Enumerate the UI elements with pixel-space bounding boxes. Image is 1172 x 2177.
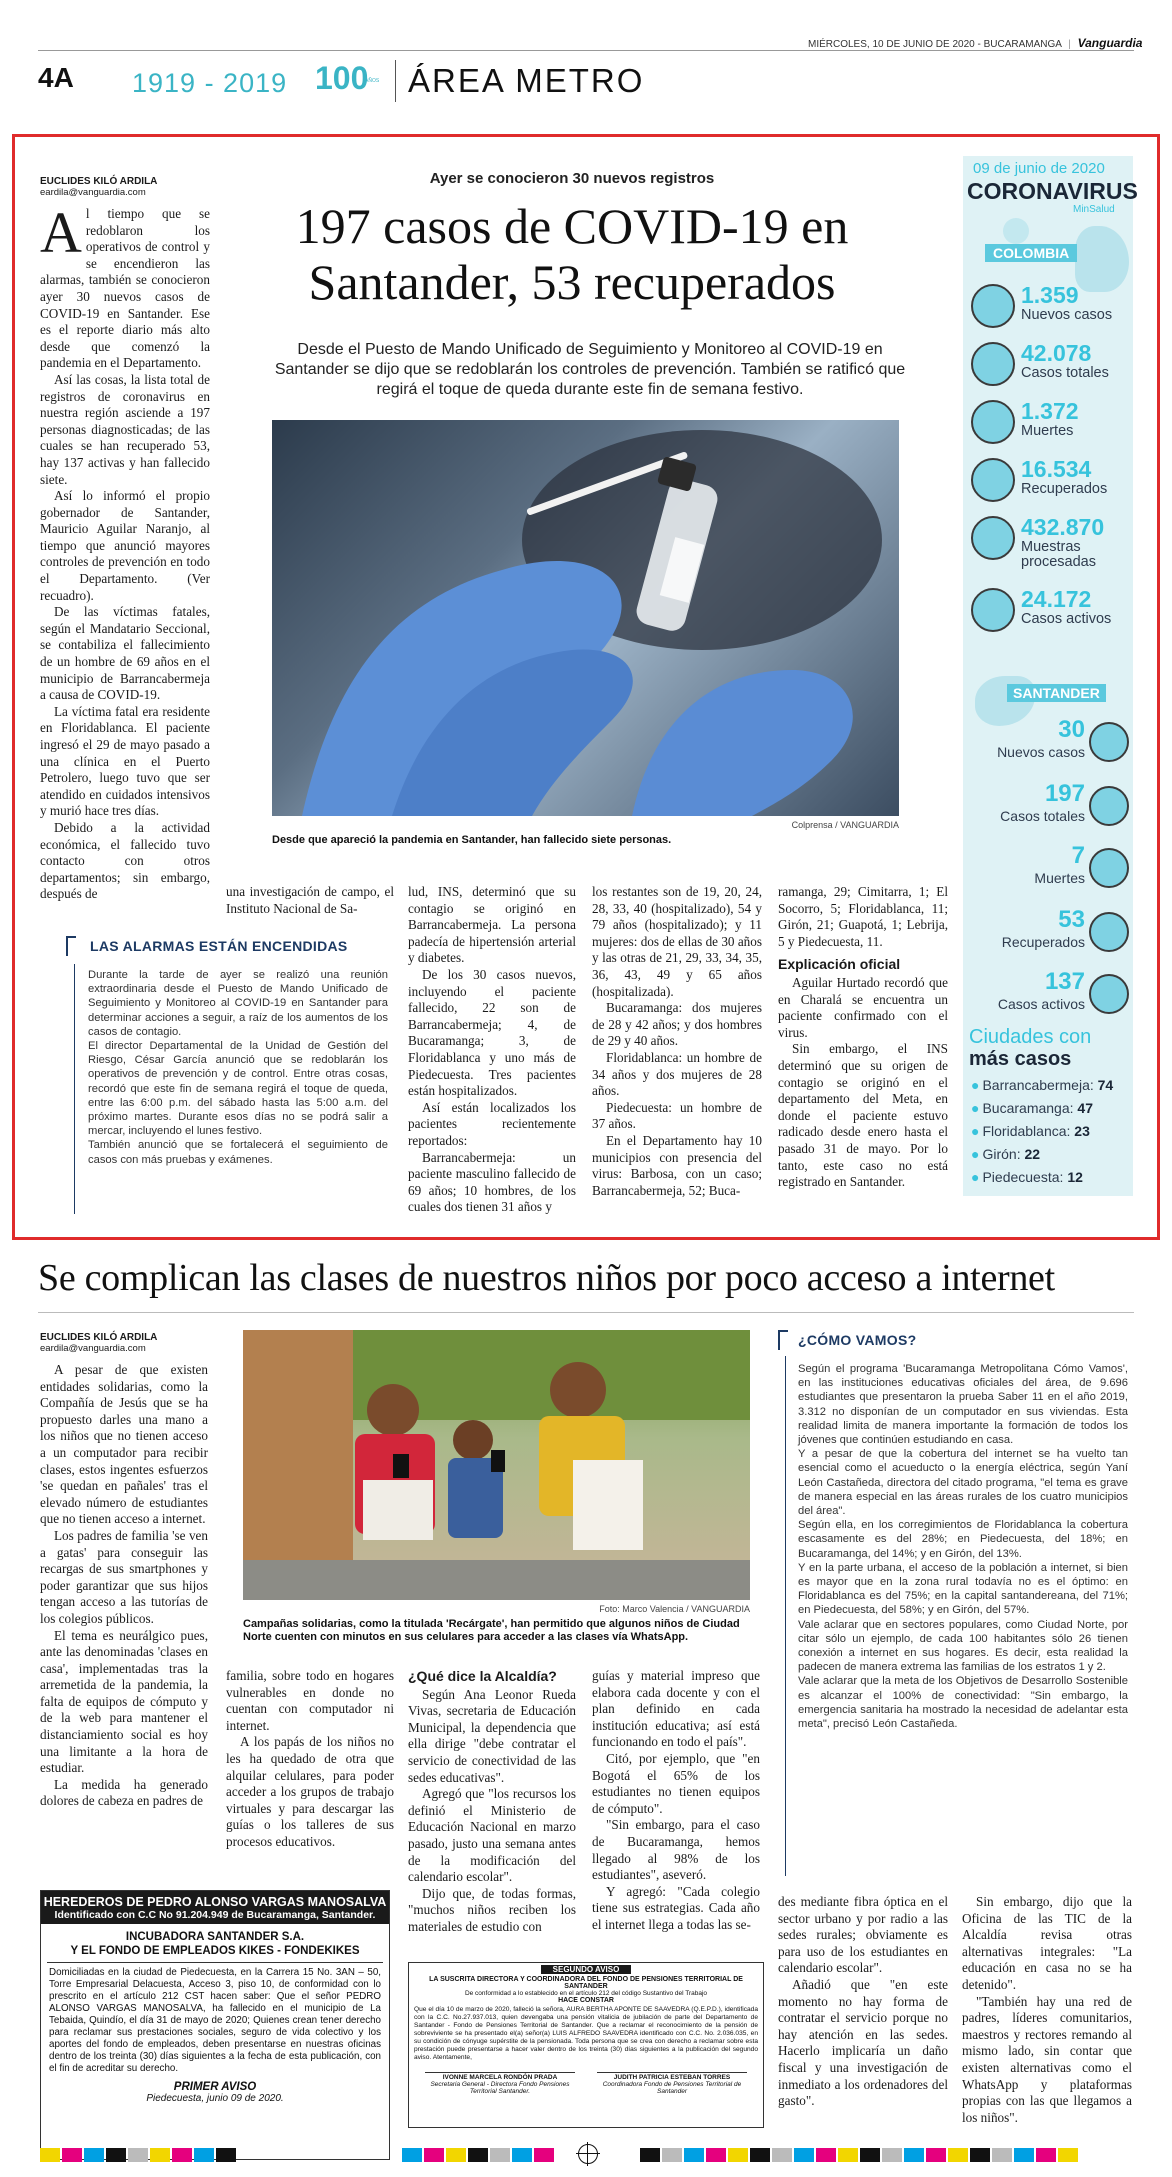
paragraph: "Sin embargo, para el caso de Bucaramanga, hemos llegado al 98% de los estudiantes", aseveró. — [592, 1817, 760, 1883]
notice-subtitle: Identificado con C.C No 91.204.949 de Bucaramanga, Santander. — [54, 1909, 376, 1921]
colombia-badge: COLOMBIA — [985, 244, 1077, 262]
article2-column-4 — [592, 1668, 760, 1934]
main-photo — [272, 420, 899, 816]
stat-colombia-deaths — [971, 396, 1131, 452]
notice2-line-3: HACE CONSTAR — [558, 1997, 614, 2004]
byline — [40, 176, 157, 198]
notice2-title: SEGUNDO AVISO — [541, 1965, 631, 1974]
city-name: Girón: — [982, 1146, 1021, 1162]
infographic-date: 09 de junio de 2020 — [973, 160, 1105, 177]
city-value: 74 — [1097, 1077, 1114, 1093]
header-rule — [38, 50, 1134, 51]
infographic-title: CORONAVIRUS — [967, 178, 1138, 204]
alarms-box-title: LAS ALARMAS ESTÁN ENCENDIDAS — [90, 938, 348, 954]
article2-column-6 — [962, 1894, 1132, 2126]
article2-column-1 — [40, 1362, 208, 1810]
bullet-icon: ● — [971, 1123, 980, 1139]
article2-headline-rule — [38, 1312, 1134, 1313]
alarms-box-text — [88, 968, 388, 1167]
signature-role: Coordinadora Fondo de Pensiones Territorial de Santander — [602, 2081, 742, 2095]
byline-email: eardila@vanguardia.com — [40, 187, 146, 198]
stat-number: 197 — [1044, 780, 1085, 807]
box-paragraph: El director Departamental de la Unidad de Gestión del Riesgo, César García anunció que se redoblarán los operativos de prevención y de control. Entre otras cosas, recordó que este fin de semana regirá el toque de queda, entre las 6:00 p.m. del sábado hasta las 5:00 a.m. del próximo martes. Durante esos días no se podrá salir a mercar, incluyendo el lunes festivo. — [88, 1040, 388, 1138]
city-name: Piedecuesta: — [982, 1169, 1064, 1185]
article2-column-5 — [778, 1894, 948, 2110]
paragraph: En el Departamento hay 10 municipios con presencia del virus: Barbosa, con un caso; Barrancabermeja, 52; Buca- — [592, 1132, 762, 1198]
paragraph: Floridablanca: un hombre de 34 años y dos mujeres de 28 años. — [592, 1049, 762, 1099]
paragraph: El tema es neurálgico pues, ante las denominadas 'clases en casa', implementadas tras la arremetida de la pandemia, la falta de equipos de cómputo y de la web para mantener el distanciamiento social es hoy una limitante a la hora de estudiar. — [40, 1627, 208, 1776]
paragraph: los restantes son de 19, 20, 24, 28, 33, 40 (hospitalizado), 54 y 79 años (hospitalizado); y 11 mujeres: dos de ellas de 30 años y las otras de 21, 29, 33, 34, 35, 36, 43, 49 y 65 años (hospitalizada). — [592, 884, 762, 999]
headline-line-2: Santander, 53 recuperados — [308, 254, 836, 310]
stat-label: Nuevos casos — [997, 744, 1085, 760]
color-registration-bar-left — [40, 2148, 238, 2167]
paragraph: Según Ana Leonor Rueda Vivas, secretaria de Educación Municipal, la dependencia que ella dirige "debe contratar el servicio de conectividad de las sedes educativas". — [408, 1686, 576, 1785]
article-column-1 — [40, 200, 210, 903]
header-divider — [395, 60, 396, 102]
city-value: 22 — [1024, 1146, 1041, 1162]
signature-role: Secretaria General - Directora Fondo Pensiones Territorial Santander. — [430, 2081, 570, 2095]
stat-colombia-total-cases — [971, 338, 1131, 394]
paragraph: A pesar de que existen entidades solidarias, como la Compañía de Jesús que se ha propuesto darles una mano a los niños que no tienen acceso a un computador para recibir clases, estos ingentes esfuerzos 'se quedan en pañales' tras el elevado número de estudiantes que no tienen acceso a internet. — [40, 1362, 208, 1527]
paragraph: Barrancabermeja: un paciente masculino fallecido de 69 años; 10 hombres, de los cuales dos tienen 31 años y — [408, 1149, 576, 1215]
feet-tag-icon — [1089, 848, 1129, 888]
stat-label: Recuperados — [1021, 481, 1108, 497]
anniversary-logo — [315, 60, 380, 98]
paragraph: Dijo que, de todas formas, "muchos niños reciben los materiales de estudio con — [408, 1885, 576, 1934]
signature-name: IVONNE MARCELA RONDÓN PRADA — [425, 2072, 575, 2081]
stat-number: 137 — [1044, 968, 1085, 995]
person-icon — [971, 284, 1015, 328]
subhead: ¿Qué dice la Alcaldía? — [408, 1668, 557, 1684]
feet-tag-icon — [971, 400, 1015, 444]
stat-number: 16.534 — [1021, 456, 1092, 482]
como-vamos-bracket — [778, 1330, 788, 1350]
paragraph: Agregó que "los recursos los definió el Ministerio de Educación Nacional en marzo pasado, justo una semana antes de la modificación del calendario escolar". — [408, 1786, 576, 1885]
registration-mark-icon — [578, 2144, 598, 2164]
paragraph: una investigación de campo, el Instituto Nacional de Sa- — [226, 884, 394, 916]
signature-name: JUDITH PATRICIA ESTEBAN TORRES — [597, 2072, 747, 2081]
anniversary-number: 100 — [315, 60, 369, 96]
stat-label: Muertes — [1034, 870, 1085, 886]
stat-number: 432.870 — [1021, 514, 1105, 540]
notice-body: Domiciliadas en la ciudad de Piedecuesta, en la Carrera 15 No. 3AN – 50, Torre Empresarial Delacuesta, Acceso 3, piso 10, de conformidad con lo prescrito en el artículo 212 CST hacen saber: Que el señor PEDRO ALONSO VARGAS MANOSALVA, ha fallecido en el municipio de La Tebaida, Quindío, el día 31 de mayo de 2020; Quienes crean tener derecho para reclamar sus prestaciones sociales, seguro de vida colectivo y los aportes del fondo de empleados, deben presentarse en nuestras oficinas dentro de los treinta (30) días siguientes a la fecha de esta publicación, con el fin de acreditar su derecho. — [49, 1967, 381, 2074]
virus-sample-icon — [971, 516, 1015, 560]
byline-email: eardila@vanguardia.com — [40, 1343, 146, 1354]
box-paragraph: También anunció que se fortalecerá el seguimiento de casos con más pruebas y exámenes. — [88, 1139, 388, 1166]
date-text: MIÉRCOLES, 10 DE JUNIO DE 2020 - BUCARAMANGA — [808, 39, 1062, 50]
paragraph: Aguilar Hurtado recordó que en Charalá se encuentra un paciente confirmado con el virus. — [778, 974, 948, 1040]
dek: Desde el Puesto de Mando Unificado de Seguimiento y Monitoreo al COVID-19 en Santander se dijo que se redoblarán los controles de prevención. También se ratificó que regirá el toque de queda durante este fin de semana festivo. — [274, 341, 906, 398]
city-name: Bucaramanga: — [982, 1100, 1074, 1116]
box-paragraph: Según el programa 'Bucaramanga Metropolitana Cómo Vamos', en las instituciones educativas oficiales del área, de 9.696 estudiantes que presentaron la prueba Saber 11 en el año 2019, 3.312 no disponían de un computador en sus viviendas. Esta realidad limita de manera importante la formación de todos los jóvenes que continúen estudiando en casa. — [798, 1363, 1128, 1447]
box-paragraph: Y a pesar de que la cobertura del internet se ha vuelto tan esencial como el acueducto o la energía eléctrica, según Yaní León Castañeda, directora del citado programa, "el tema es grave de manera especial en las áreas rurales de los cuatro municipios del área". — [798, 1448, 1128, 1518]
article2-column-2 — [226, 1668, 394, 1851]
paragraph: De los 30 casos nuevos, incluyendo el paciente fallecido, 22 son de Barrancabermeja; 4, de Bucaramanga; 3, de Floridablanca y uno más de Piedecuesta. Tres pacientes están hospitalizados. — [408, 966, 576, 1099]
stat-number: 24.172 — [1021, 586, 1092, 612]
color-registration-bar-center — [402, 2148, 556, 2167]
paragraph: Bucaramanga: dos mujeres de 28 y 42 años; y dos hombres de 29 y 40 años. — [592, 1000, 762, 1049]
como-vamos-rule — [785, 1356, 786, 1876]
article2-column-3 — [408, 1668, 576, 1936]
stat-label: Nuevos casos — [1021, 307, 1113, 323]
gloved-hands-swab-illustration — [272, 420, 899, 816]
city-item — [971, 1143, 1113, 1166]
city-item — [971, 1120, 1113, 1143]
article-column-5 — [778, 884, 948, 1191]
paragraph: Los padres de familia 'se ven a gatas' para conseguir las recargas de sus smartphones y poder garantizar que sus hijos tengan acceso a las tutorías de los colegios públicos. — [40, 1527, 208, 1626]
date-line: MIÉRCOLES, 10 DE JUNIO DE 2020 - BUCARAMANGA | Vanguardia — [808, 36, 1143, 50]
paragraph: des mediante fibra óptica en el sector urbano y por radio a las sedes rurales; obviamente es para uso de los estudiantes en calendario escolar". — [778, 1894, 948, 1976]
cities-title-line-2: más casos — [969, 1048, 1072, 1070]
sick-person-icon — [971, 342, 1015, 386]
box-paragraph: Y en la parte urbana, el acceso de la población a internet, si bien es mayor que en la zona rural todavía no es el óptimo: en Floridablanca es del 75%; en la capital santandereana, del 71%; en Piedecuesta, del 58%; y en Girón, del 57%. — [798, 1561, 1128, 1617]
city-value: 47 — [1077, 1100, 1093, 1116]
article-column-2 — [226, 884, 394, 917]
page-number: 4A — [38, 62, 74, 93]
notice-org — [41, 1930, 389, 1958]
notice-title: HEREDEROS DE PEDRO ALONSO VARGAS MANOSALVA — [43, 1895, 387, 1909]
stat-number: 1.359 — [1021, 282, 1079, 308]
dropcap: A — [40, 200, 82, 265]
notice-footer-2: Piedecuesta, junio 09 de 2020. — [146, 2093, 284, 2104]
paragraph: Así lo informó el propio gobernador de Santander, Mauricio Aguilar Naranjo, al tiempo que anunció mayores controles de prevención en todo el Departamento. (Ver recuadro). — [40, 488, 210, 603]
paragraph: Así las cosas, la lista total de registros de coronavirus en nuestra región asciende a 197 personas diagnosticadas; de las cuales se han recuperado 53, hay 137 activas y han fallecido siete. — [40, 371, 210, 487]
paragraph: Así están localizados los pacientes recientemente reportados: — [408, 1099, 576, 1148]
bullet-icon: ● — [971, 1100, 980, 1116]
brand-name: Vanguardia — [1077, 36, 1143, 50]
thermometer-person-icon — [1089, 974, 1129, 1014]
kicker: Ayer se conocieron 30 nuevos registros — [429, 170, 715, 187]
stat-santander-deaths — [969, 842, 1129, 904]
city-item — [971, 1074, 1113, 1097]
virus-icon — [1003, 218, 1029, 244]
notice2-signatures — [414, 2072, 758, 2095]
stat-label: Casos activos — [1021, 611, 1112, 627]
cities-title — [969, 1026, 1091, 1070]
paragraph: Debido a la actividad económica, el fallecido tuvo contacto con otros departamentos; sin embargo, después de — [40, 819, 210, 902]
alarms-box-rule — [74, 964, 75, 1214]
stat-santander-active — [969, 968, 1129, 1030]
photo-credit: Colprensa / VANGUARDIA — [791, 820, 899, 830]
coronavirus-infographic — [963, 156, 1138, 1196]
santander-badge: SANTANDER — [1007, 684, 1106, 702]
byline — [40, 1332, 157, 1354]
stat-colombia-recovered — [971, 454, 1131, 510]
paragraph: La medida ha generado dolores de cabeza en padres de — [40, 1776, 208, 1809]
city-value: 12 — [1067, 1169, 1083, 1185]
box-paragraph: Vale aclarar que en sectores populares, como Ciudad Norte, por citar sólo un ejemplo, de cada 100 habitantes sólo 26 tienen conexión a internet en sus hogares. Es decir, esta realidad la padecen de manera extrema las familias de los estratos 1 y 2. — [798, 1618, 1128, 1674]
article-column-4 — [592, 884, 762, 1199]
happy-person-icon — [971, 458, 1015, 502]
notice-org-line-2: Y EL FONDO DE EMPLEADOS KIKES - FONDEKIKES — [70, 1945, 360, 1957]
anniversary-sub: AÑOS — [365, 78, 380, 84]
legal-notice-1 — [40, 1890, 390, 2160]
stat-number: 30 — [1058, 716, 1085, 743]
paragraph: "También hay una red de padres, líderes comunitarios, maestros y rectores remando al mismo lado, sin contar que existen alternativas como el WhatsApp y plataformas propias con las que llegamos a los niños". — [962, 1993, 1132, 2125]
notice2-line-1: LA SUSCRITA DIRECTORA Y COORDINADORA DEL FONDO DE PENSIONES TERRITORIAL DE SANTANDER — [429, 1976, 743, 1990]
legal-notice-2 — [408, 1962, 764, 2128]
stat-colombia-samples — [971, 512, 1131, 568]
stat-number: 1.372 — [1021, 398, 1079, 424]
paragraph: Piedecuesta: un hombre de 37 años. — [592, 1099, 762, 1132]
bullet-icon: ● — [971, 1169, 980, 1185]
notice2-line-2: De conformidad a lo establecido en el artículo 212 del código Sustantivo del Trabajo — [464, 1990, 708, 1997]
notice-rule — [47, 1962, 383, 1963]
stat-santander-recovered — [969, 906, 1129, 968]
city-name: Floridablanca: — [982, 1123, 1071, 1139]
sick-person-icon — [1089, 786, 1129, 826]
section-title: ÁREA METRO — [408, 62, 645, 99]
children-photo — [243, 1330, 750, 1600]
stat-label: Muertes — [1021, 423, 1074, 439]
paragraph: lud, INS, determinó que su contagio se originó en Barrancabermeja. La persona padecía de hipertensión arterial y diabetes. — [408, 884, 576, 966]
city-item — [971, 1166, 1113, 1189]
cities-list — [971, 1074, 1113, 1189]
photo-credit: Foto: Marco Valencia / VANGUARDIA — [599, 1604, 750, 1614]
photo-caption: Desde que apareció la pandemia en Santander, han fallecido siete personas. — [272, 834, 672, 846]
notice-footer-1: PRIMER AVISO — [173, 2081, 257, 2093]
signature-block — [597, 2072, 747, 2095]
notice-header — [41, 1891, 389, 1924]
stat-label: Casos totales — [1021, 365, 1109, 381]
notice2-body: Que el día 10 de marzo de 2020, falleció la señora, AURA BERTHA APONTE DE SAAVEDRA (Q.E.P.D.), identificada con la C.C. No.27.937.013, quien devengaba una pensión vitalicia de jubilación de parte del Departamento de Santander - Fondo de Pensiones Territorial de Santander. Que a reclamar el reconocimiento de la pensión de sobreviviente se ha presentado el(a) señor(a) LUIS ALFREDO SAAVEDRA identificado con C.C. No. 2.036.035, en su condición de cónyuge supérstite de la pensionada. Toda persona que se crea con derecho a reclamar sobre esta prestación puede presentarse a hacer valer dentro de los treinta (30) días siguientes a la publicación del segundo aviso. Atentamente, — [414, 2006, 758, 2061]
stat-colombia-active — [971, 584, 1131, 640]
paragraph: l tiempo que se redoblaron los operativos de control y se encendieron las alarmas, también se conocieron ayer 30 nuevos casos de COVID-19 en Santander. Ese es el reporte diario más alto desde que comenzó la pandemia en el Departamento. — [40, 206, 210, 371]
stat-number: 53 — [1058, 906, 1085, 933]
paragraph: ramanga, 29; Cimitarra, 1; El Socorro, 5; Floridablanca, 11; Girón, 21; Guapotá, 1; Lebrija, 5 y Piedecuesta, 11. — [778, 884, 948, 949]
byline-name: EUCLIDES KILÓ ARDILA — [40, 176, 158, 187]
bullet-icon: ● — [971, 1146, 980, 1162]
paragraph: Citó, por ejemplo, que "en Bogotá el 65% de los estudiantes no tienen equipos de cómputo". — [592, 1750, 760, 1816]
paragraph: La víctima fatal era residente en Floridablanca. El paciente ingresó el 29 de mayo pasado a una clínica en el Puerto Petrolero, luego tuvo que ser atendido en cuidados intensivos y murió hace tres días. — [40, 703, 210, 819]
city-item — [971, 1097, 1113, 1120]
paragraph: Sin embargo, el INS determinó que su origen de contagio se originó en el departamento del Meta, en donde el paciente estuvo radicado desde enero hasta el pasado 31 de mayo. Por lo tanto, este caso no está registrado en Santander. — [778, 1041, 948, 1190]
person-icon — [1089, 722, 1129, 762]
box-paragraph: Vale aclarar que la meta de los Objetivos de Desarrollo Sostenible es alcanzar el 100% de conectividad: "Sin embargo, la emergencia sanitaria ha mostrado la necesidad de adelantar esta meta", precisó León Castañeda. — [798, 1675, 1128, 1731]
subhead: Explicación oficial — [778, 956, 901, 973]
children-phones-illustration — [243, 1330, 750, 1600]
thermometer-person-icon — [971, 588, 1015, 632]
stat-number: 7 — [1071, 842, 1085, 869]
cities-title-line-1: Ciudades con — [969, 1026, 1092, 1048]
bullet-icon: ● — [971, 1077, 980, 1093]
box-paragraph: Según ella, en los corregimientos de Floridablanca la cobertura escasamente es del 28%; en Piedecuesta, del 18%; en Bucaramanga, del 14%; y en Girón, del 13%. — [798, 1519, 1128, 1560]
infographic-source: MinSalud — [1073, 204, 1115, 215]
paragraph: De las víctimas fatales, según el Mandatario Seccional, se contabiliza el fallecimiento de un hombre de 69 años en el municipio de Barrancabermeja a causa de COVID-19. — [40, 604, 210, 703]
paragraph: Sin embargo, dijo que la Oficina de las TIC de la Alcaldía revisa otras alternativas integrales: "La educación en casa no se ha detenido". — [962, 1894, 1132, 1992]
paragraph: A los papás de los niños no les ha quedado de otra que alquilar celulares, para poder acceder a los grupos de trabajo virtuales y para descargar las guías o los talleres de sus procesos educativos. — [226, 1734, 394, 1849]
color-registration-bar-right — [640, 2148, 1080, 2167]
paragraph: familia, sobre todo en hogares vulnerables en donde no cuentan con computador ni internet. — [226, 1668, 394, 1733]
stat-label: Casos activos — [997, 996, 1085, 1012]
paragraph: Y agregó: "Cada colegio tiene sus estrategias. Cada año el internet llega a todas las se- — [592, 1883, 760, 1932]
notice-org-line-1: INCUBADORA SANTANDER S.A. — [125, 1931, 305, 1943]
stat-santander-new-cases — [969, 716, 1129, 778]
paragraph: guías y material impreso que elabora cada docente y con el plan definido en cada institución educativa; así está funcionando en todo el país". — [592, 1668, 760, 1750]
box-paragraph: Durante la tarde de ayer se realizó una reunión extraordinaria desde el Puesto de Mando Unificado de Seguimiento y Monitoreo al COVID-19 en Santander para determinar acciones a seguir, a raíz de los aumentos de los casos de contagio. — [88, 969, 388, 1038]
happy-person-icon — [1089, 912, 1129, 952]
stat-santander-total-cases — [969, 780, 1129, 842]
byline-name: EUCLIDES KILÓ ARDILA — [40, 1332, 158, 1343]
paragraph: Añadió que "en este momento no hay forma de contratar el servicio porque no hay atención en las sedes. Hacerlo implicaría un daño fiscal y una investigación de inmediato a los ordenadores del gasto". — [778, 1976, 948, 2109]
headline-line-1: 197 casos de COVID-19 en — [295, 198, 849, 254]
stat-label: Muestras procesadas — [1021, 539, 1096, 570]
stat-label: Casos totales — [1000, 808, 1085, 824]
stat-number: 42.078 — [1021, 340, 1092, 366]
alarms-box-bracket — [66, 936, 76, 956]
stat-label: Recuperados — [1001, 934, 1085, 950]
photo-caption: Campañas solidarias, como la titulada 'Recárgate', han permitido que algunos niños de Ciudad Norte cuenten con minutos en sus celulares para acceder a las clases vía WhatsApp. — [243, 1618, 740, 1643]
article2-headline: Se complican las clases de nuestros niños por poco acceso a internet — [38, 1257, 1055, 1299]
city-value: 23 — [1074, 1123, 1090, 1139]
stat-colombia-new-cases — [971, 280, 1131, 336]
como-vamos-title: ¿CÓMO VAMOS? — [798, 1332, 917, 1348]
signature-block — [425, 2072, 575, 2095]
article-column-3 — [408, 884, 576, 1216]
headline — [232, 198, 912, 310]
como-vamos-text — [798, 1362, 1128, 1731]
years-label: 1919 - 2019 — [132, 68, 288, 98]
city-name: Barrancabermeja: — [982, 1077, 1094, 1093]
